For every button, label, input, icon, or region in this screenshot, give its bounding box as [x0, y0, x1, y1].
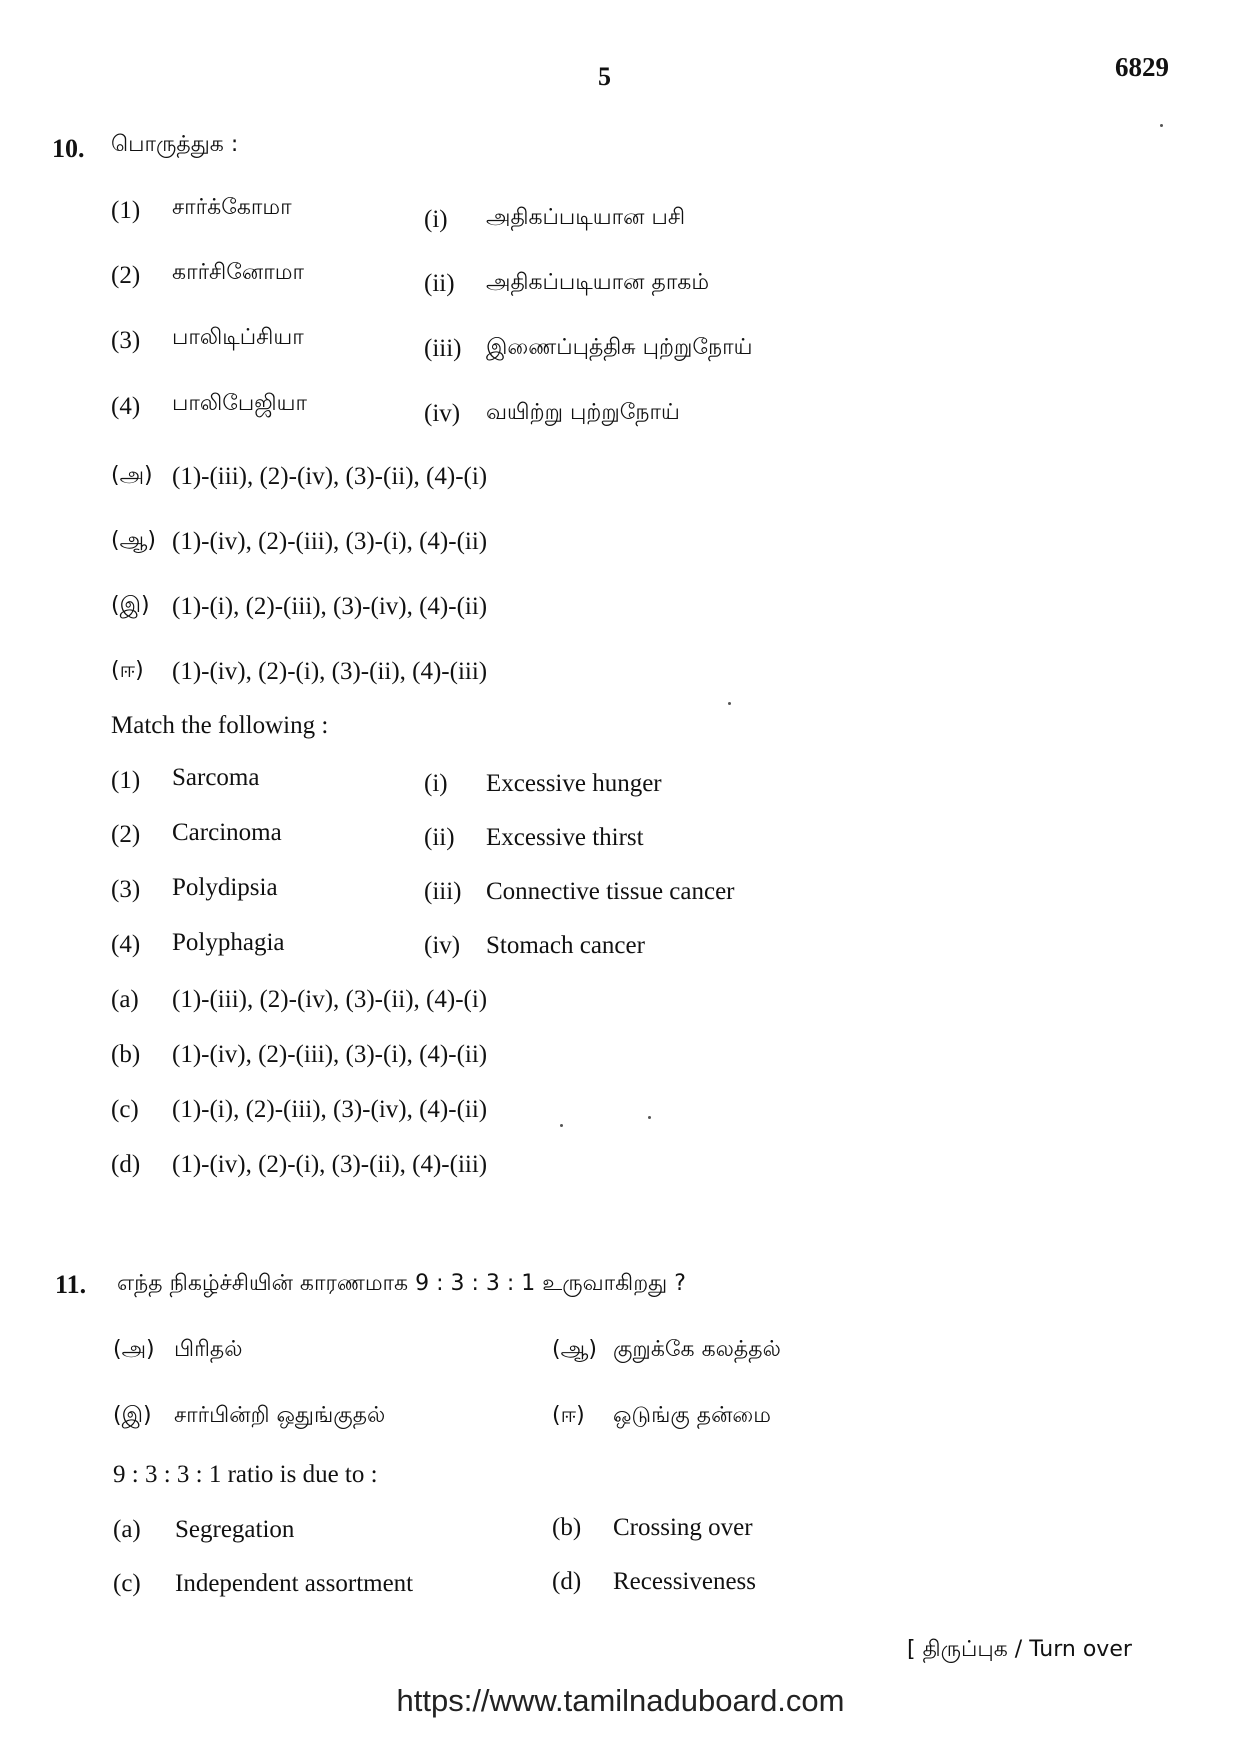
q10-english-left-key-2: (2) — [111, 821, 141, 848]
q10-english-right-3: Connective tissue cancer — [486, 878, 735, 905]
q10-tamil-left-key-3: (3) — [111, 327, 141, 354]
q10-tamil-option-a: (1)-(iii), (2)-(iv), (3)-(ii), (4)-(i) — [172, 463, 488, 490]
q10-tamil-left-key-2: (2) — [111, 262, 141, 289]
q11-english-option-a: Segregation — [175, 1516, 295, 1543]
q11-tamil-question: எந்த நிகழ்ச்சியின் காரணமாக 9 : 3 : 3 : 1 உருவாகிறது ? — [117, 1271, 686, 1296]
question-10-number: 10. — [52, 134, 85, 163]
q10-tamil-left-2: கார்சினோமா — [172, 260, 304, 285]
q10-english-right-2: Excessive thirst — [486, 824, 644, 851]
scan-speck — [560, 1124, 563, 1127]
q11-tamil-option-key-a: (அ) — [113, 1337, 155, 1362]
q11-tamil-option-key-c: (இ) — [113, 1403, 152, 1428]
q10-tamil-option-key-b: (ஆ) — [111, 528, 156, 553]
q11-tamil-option-key-b: (ஆ) — [552, 1337, 597, 1362]
q10-english-right-key-2: (ii) — [424, 824, 455, 851]
q11-english-option-c: Independent assortment — [175, 1570, 414, 1597]
q10-tamil-right-2: அதிகப்படியான தாகம் — [486, 270, 710, 295]
q10-tamil-left-key-4: (4) — [111, 393, 141, 420]
q10-tamil-left-4: பாலிபேஜியா — [172, 391, 307, 416]
q11-tamil-option-d: ஒடுங்கு தன்மை — [613, 1403, 771, 1428]
q10-tamil-left-3: பாலிடிப்சியா — [172, 325, 304, 350]
q11-tamil-option-key-d: (ஈ) — [552, 1403, 585, 1428]
q10-tamil-option-key-d: (ஈ) — [111, 658, 144, 683]
q10-tamil-instruction: பொருத்துக : — [111, 132, 239, 157]
q10-english-option-key-b: (b) — [111, 1041, 141, 1068]
q10-tamil-option-key-a: (அ) — [111, 463, 153, 488]
q10-english-option-b: (1)-(iv), (2)-(iii), (3)-(i), (4)-(ii) — [172, 1041, 488, 1068]
q10-english-right-key-1: (i) — [424, 770, 448, 797]
q10-english-option-key-c: (c) — [111, 1096, 139, 1123]
paper-code: 6829 — [1115, 52, 1169, 82]
turn-over-label: [ திருப்புக / Turn over — [907, 1637, 1132, 1662]
q11-tamil-option-a: பிரிதல் — [174, 1337, 243, 1362]
q10-english-right-1: Excessive hunger — [486, 770, 662, 797]
q10-tamil-option-d: (1)-(iv), (2)-(i), (3)-(ii), (4)-(iii) — [172, 658, 488, 685]
q10-tamil-right-key-1: (i) — [424, 206, 448, 233]
q10-english-option-key-d: (d) — [111, 1151, 141, 1178]
footer-url: https://www.tamilnaduboard.com — [396, 1683, 845, 1718]
q10-english-left-2: Carcinoma — [172, 819, 282, 846]
scan-speck — [1160, 124, 1163, 127]
q11-english-option-key-b: (b) — [552, 1514, 582, 1541]
q11-english-question: 9 : 3 : 3 : 1 ratio is due to : — [113, 1461, 378, 1488]
q10-english-option-c: (1)-(i), (2)-(iii), (3)-(iv), (4)-(ii) — [172, 1096, 488, 1123]
q10-tamil-right-key-4: (iv) — [424, 400, 461, 427]
q10-tamil-right-3: இணைப்புத்திசு புற்றுநோய் — [486, 335, 753, 360]
q10-english-instruction: Match the following : — [111, 712, 329, 739]
q10-tamil-right-1: அதிகப்படியான பசி — [486, 205, 686, 230]
q10-tamil-right-key-2: (ii) — [424, 270, 455, 297]
q11-english-option-key-a: (a) — [113, 1516, 141, 1543]
q10-english-option-key-a: (a) — [111, 986, 139, 1013]
scan-speck — [648, 1116, 651, 1119]
q10-english-left-1: Sarcoma — [172, 764, 260, 791]
q10-english-option-a: (1)-(iii), (2)-(iv), (3)-(ii), (4)-(i) — [172, 986, 488, 1013]
page-number: 5 — [598, 62, 611, 91]
question-11-number: 11. — [55, 1270, 87, 1299]
q10-english-right-key-3: (iii) — [424, 878, 462, 905]
q10-english-right-key-4: (iv) — [424, 932, 461, 959]
q11-tamil-option-c: சார்பின்றி ஒதுங்குதல் — [174, 1403, 386, 1428]
q10-english-left-4: Polyphagia — [172, 929, 285, 956]
q11-tamil-option-b: குறுக்கே கலத்தல் — [613, 1337, 781, 1362]
q10-tamil-option-c: (1)-(i), (2)-(iii), (3)-(iv), (4)-(ii) — [172, 593, 488, 620]
q10-tamil-left-1: சார்க்கோமா — [172, 195, 292, 220]
q10-tamil-left-key-1: (1) — [111, 197, 141, 224]
q10-english-option-d: (1)-(iv), (2)-(i), (3)-(ii), (4)-(iii) — [172, 1151, 488, 1178]
q10-english-left-key-1: (1) — [111, 767, 141, 794]
q10-tamil-option-key-c: (இ) — [111, 593, 150, 618]
q11-english-option-key-d: (d) — [552, 1568, 582, 1595]
q10-english-left-key-3: (3) — [111, 876, 141, 903]
q11-english-option-key-c: (c) — [113, 1570, 141, 1597]
q10-english-left-3: Polydipsia — [172, 874, 278, 901]
q10-english-left-key-4: (4) — [111, 931, 141, 958]
q11-english-option-b: Crossing over — [613, 1514, 753, 1541]
q10-tamil-option-b: (1)-(iv), (2)-(iii), (3)-(i), (4)-(ii) — [172, 528, 488, 555]
q10-tamil-right-key-3: (iii) — [424, 335, 462, 362]
scan-speck — [728, 702, 731, 705]
q11-english-option-d: Recessiveness — [613, 1568, 757, 1595]
q10-english-right-4: Stomach cancer — [486, 932, 645, 959]
q10-tamil-right-4: வயிற்று புற்றுநோய் — [486, 400, 680, 425]
